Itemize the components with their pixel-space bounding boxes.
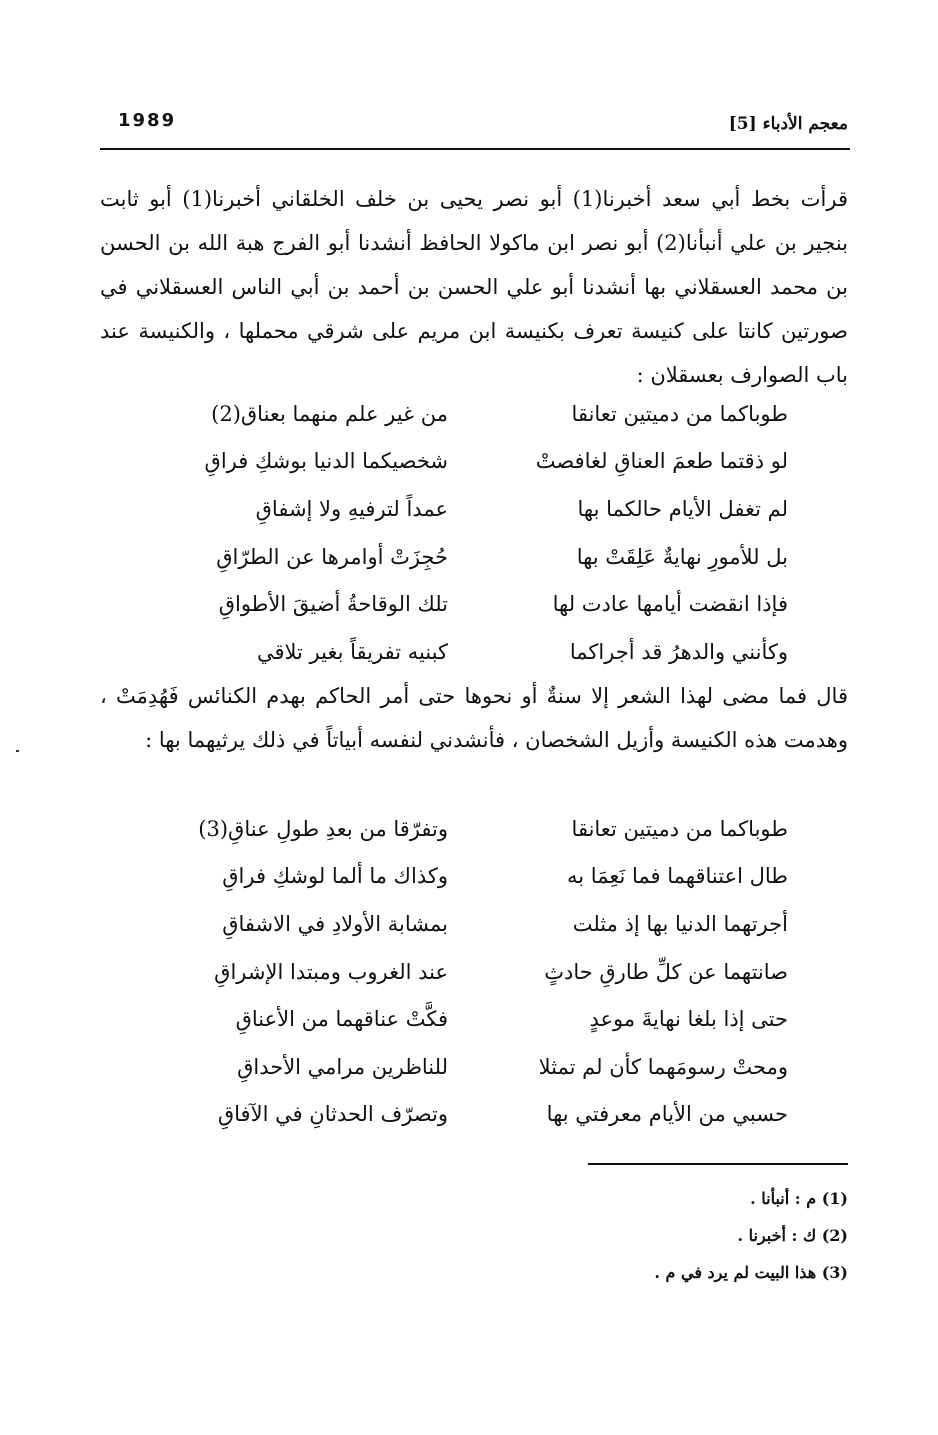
poem-1 [148, 390, 788, 676]
second-hemistich: بمشابة الأولادِ في الاشفاقِ [222, 911, 448, 936]
second-hemistich: كبنيه تفريقاً بغير تلاقي [256, 639, 448, 664]
first-hemistich: أجرتهما الدنيا بها إذ مثلت [572, 911, 788, 936]
first-hemistich: حتى إذا بلغا نهايةَ موعدٍ [589, 1007, 788, 1032]
second-hemistich: عمداً لترفيهِ ولا إشفاقِ [255, 496, 448, 521]
intro-paragraph: قرأت بخط أبي سعد أخبرنا(1) أبو نصر يحيى بن خلف الخلقاني أخبرنا(1) أبو ثابت بنجير بن علي أنبأنا(2) أبو نصر ابن ماكولا الحافظ أنشدنا أبو الفرج هبة الله بن الحسن بن محمد العسقلاني بها أنشدنا أبو علي الحسن بن أحمد بن أبي الناس العسقلاني في صورتين كانتا على كنيسة تعرف بكنيسة ابن مريم على شرقي محملها ، والكنيسة عند باب الصوارف بعسقلان : [100, 187, 848, 387]
footnote: (3) هذا البيت لم يرد في م . [654, 1263, 848, 1282]
second-hemistich: حُجِزَتْ أوامرها عن الطرّاقِ [216, 544, 448, 569]
middle-paragraph: قال فما مضى لهذا الشعر إلا سنةٌ أو نحوها حتى أمر الحاكم بهدم الكنائس فَهُدِمَتْ ، وهدمت هذه الكنيسة وأزيل الشخصان ، فأنشدني لنفسه أبياتاً في ذلك يرثيهما بها : [100, 684, 848, 752]
verse-line [148, 1091, 788, 1139]
poem-2 [148, 805, 788, 1138]
footnote: (1) م : أنبأنا . [750, 1189, 848, 1208]
first-hemistich: لو ذقتما طعمَ العناقِ لغافصتْ [535, 449, 788, 474]
first-hemistich: طوباكما من دميتين تعانقا [571, 816, 788, 841]
verse-line [148, 900, 788, 948]
second-hemistich: وتصرّف الحدثانِ في الآفاقِ [217, 1102, 448, 1127]
first-hemistich: لم تغفل الأيام حالكما بها [577, 496, 788, 521]
second-hemistich: فكَّتْ عناقهما من الأعناقِ [235, 1007, 448, 1032]
verse-line [148, 438, 788, 486]
second-hemistich: عند الغروب ومبتدا الإشراقِ [214, 959, 448, 984]
first-hemistich: وكأنني والدهرُ قد أجراكما [569, 639, 788, 664]
verse-line [148, 390, 788, 438]
running-title: معجم الأدباء [5] [728, 114, 848, 134]
second-hemistich: للناظرين مرامي الأحداقِ [237, 1054, 448, 1079]
verse-line [148, 948, 788, 996]
header-rule [100, 148, 850, 150]
first-hemistich: طال اعتناقهما فما نَعِمَا به [567, 864, 788, 889]
second-hemistich: من غير علم منهما بعناق(2) [211, 401, 448, 426]
first-hemistich: ومحتْ رسومَهما كأن لم تمثلا [538, 1054, 788, 1079]
verse-line [148, 995, 788, 1043]
verse-line [148, 853, 788, 901]
margin-mark [16, 750, 19, 752]
verse-line [148, 533, 788, 581]
second-hemistich: شخصيكما الدنيا بوشكِ فراقِ [204, 449, 448, 474]
verse-line [148, 580, 788, 628]
footnotes [448, 1180, 848, 1291]
verse-line [148, 485, 788, 533]
first-hemistich: فإذا انقضت أيامها عادت لها [552, 592, 788, 617]
first-hemistich: طوباكما من دميتين تعانقا [571, 401, 788, 426]
verse-line [148, 628, 788, 676]
verse-line [148, 805, 788, 853]
verse-line [148, 1043, 788, 1091]
first-hemistich: صانتهما عن كلِّ طارقِ حادثٍ [544, 959, 788, 984]
footnote-rule [588, 1163, 848, 1165]
first-hemistich: حسبي من الأيام معرفتي بها [546, 1102, 788, 1127]
page-number: 1989 [118, 110, 177, 131]
second-hemistich: تلك الوقاحةُ أضيقَ الأطواقِ [218, 592, 448, 617]
first-hemistich: بل للأمورِ نهايةٌ عَلِقَتْ بها [576, 544, 788, 569]
second-hemistich: وتفرّقا من بعدِ طولِ عناقِ(3) [198, 816, 448, 841]
footnote: (2) ك : أخبرنا . [737, 1226, 848, 1245]
second-hemistich: وكذاك ما ألما لوشكِ فراقِ [222, 864, 448, 889]
page-header [100, 108, 848, 148]
